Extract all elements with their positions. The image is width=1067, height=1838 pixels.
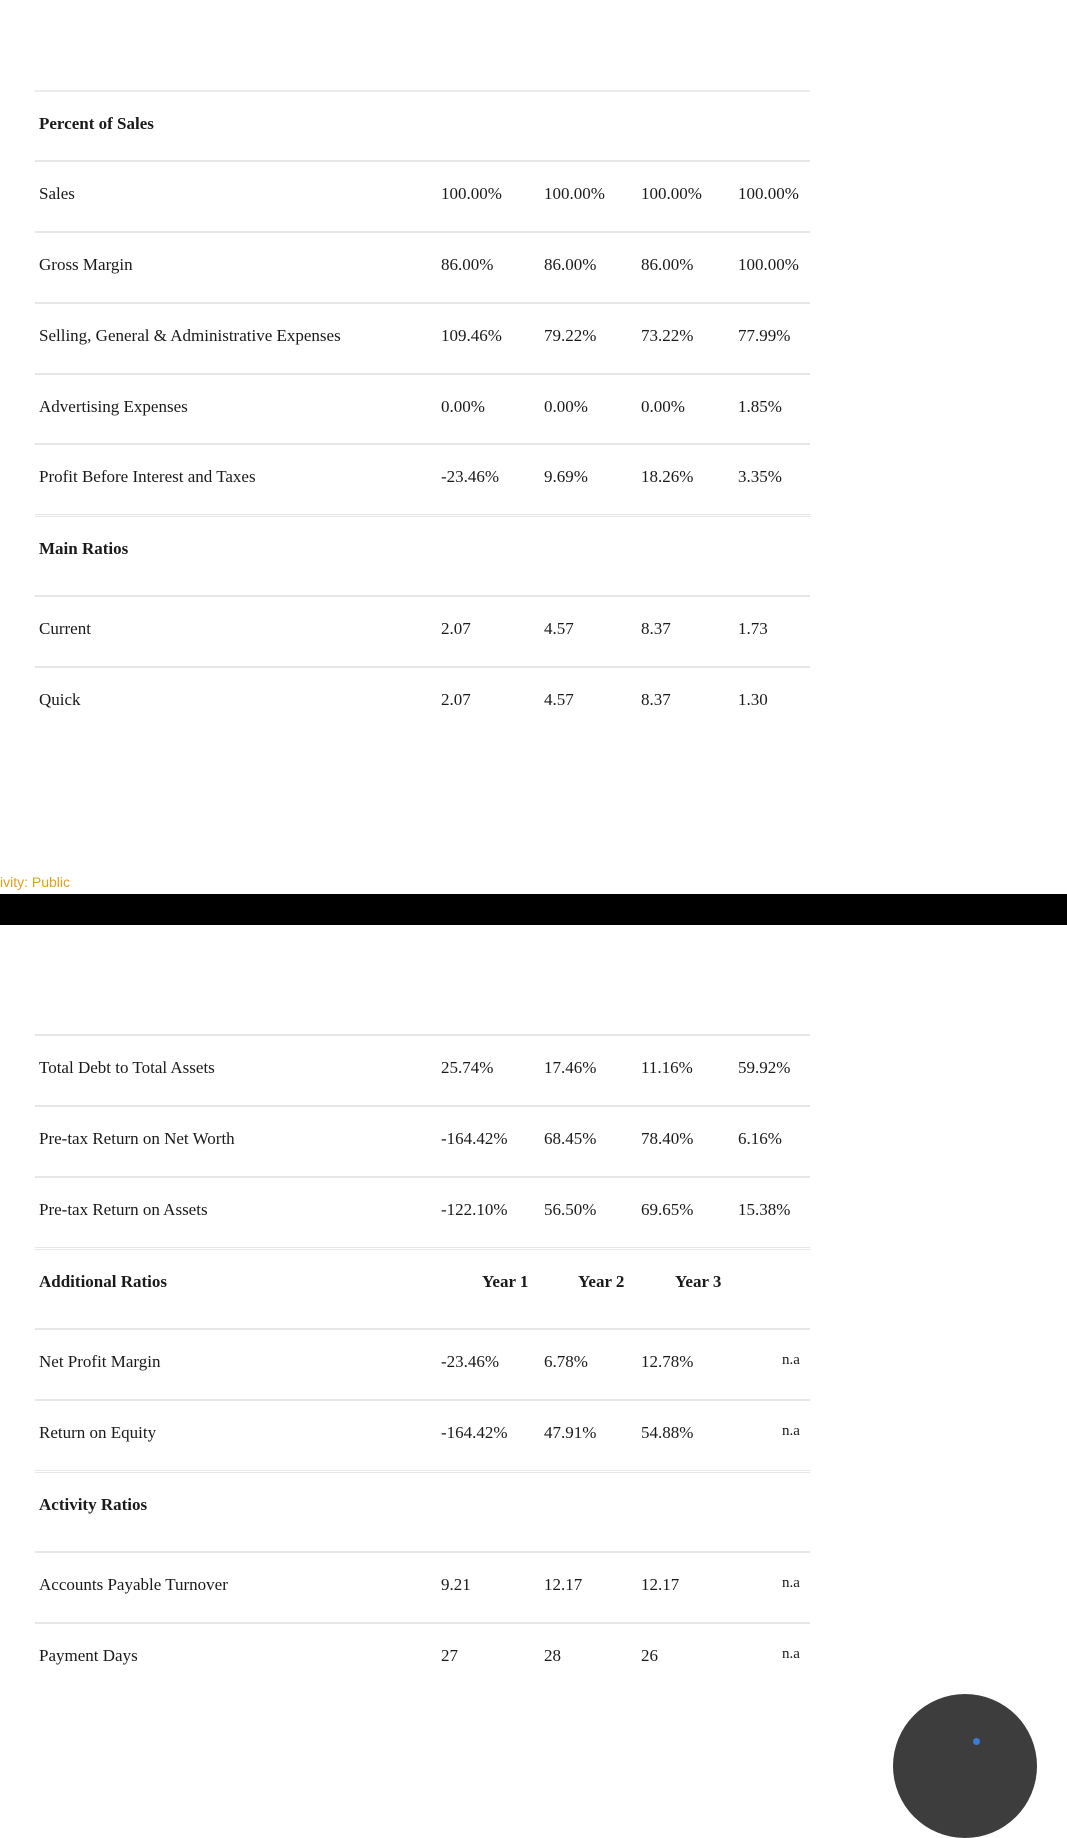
cell-value: 3.35%	[738, 467, 782, 486]
row-label: Advertising Expenses	[39, 397, 188, 416]
cell-value: 0.00%	[641, 397, 685, 416]
row-label: Selling, General & Administrative Expenses	[39, 326, 341, 345]
table-row	[35, 1034, 810, 1106]
table-row	[35, 302, 810, 374]
classification-label: ivity: Public	[0, 874, 71, 890]
cell-value: 8.37	[641, 619, 671, 638]
cell-value: 100.00%	[441, 184, 502, 203]
table-row	[35, 443, 810, 515]
cell-value: 12.17	[641, 1575, 680, 1594]
row-label: Return on Equity	[39, 1423, 157, 1442]
cell-value: 1.30	[738, 690, 768, 709]
row-label: Profit Before Interest and Taxes	[39, 467, 256, 486]
cell-value: 1.73	[738, 619, 768, 638]
row-label: Payment Days	[39, 1646, 138, 1665]
cell-value: 2.07	[441, 690, 471, 709]
row-label: Net Profit Margin	[39, 1352, 161, 1371]
row-label: Quick	[39, 690, 81, 709]
cell-value: 86.00%	[544, 255, 597, 274]
cell-value: 100.00%	[738, 255, 799, 274]
table-row	[35, 1399, 810, 1471]
cell-value: 1.85%	[738, 397, 782, 416]
cell-value: 69.65%	[641, 1200, 694, 1219]
table-row	[35, 160, 810, 232]
cell-value: 59.92%	[738, 1058, 791, 1077]
table-row	[35, 666, 810, 738]
table-row	[35, 1105, 810, 1177]
row-label: Accounts Payable Turnover	[39, 1575, 228, 1594]
cell-value: 86.00%	[641, 255, 694, 274]
section-header-additional-ratios	[35, 1247, 810, 1320]
cell-value: -23.46%	[441, 467, 500, 486]
cell-value: 25.74%	[441, 1058, 494, 1077]
cell-value: 56.50%	[544, 1200, 597, 1219]
row-label: Gross Margin	[39, 255, 133, 274]
section-header-percent-of-sales	[35, 90, 810, 162]
cell-value: 0.00%	[544, 397, 588, 416]
cell-value: 8.37	[641, 690, 671, 709]
year-header: Year 1	[482, 1272, 529, 1291]
section-header-main-ratios	[35, 514, 810, 587]
cell-value: 6.78%	[544, 1352, 588, 1371]
cell-value: n.a	[782, 1352, 800, 1368]
cell-value: 4.57	[544, 619, 574, 638]
page-separator	[0, 894, 1067, 925]
cell-value: 9.21	[441, 1575, 471, 1594]
cell-value: 11.16%	[641, 1058, 693, 1077]
table-row	[35, 231, 810, 303]
section-title: Percent of Sales	[39, 114, 154, 133]
cell-value: 12.78%	[641, 1352, 694, 1371]
document-page-top	[0, 0, 1067, 895]
cell-value: 79.22%	[544, 326, 597, 345]
cell-value: 78.40%	[641, 1129, 694, 1148]
section-header-activity-ratios	[35, 1470, 810, 1543]
cell-value: 0.00%	[441, 397, 485, 416]
row-label: Current	[39, 619, 91, 638]
cell-value: -164.42%	[441, 1423, 508, 1442]
cell-value: n.a	[782, 1646, 800, 1662]
cell-value: 100.00%	[641, 184, 702, 203]
cell-value: 15.38%	[738, 1200, 791, 1219]
section-title: Main Ratios	[39, 539, 129, 558]
table-row	[35, 1622, 810, 1694]
cell-value: 12.17	[544, 1575, 583, 1594]
cell-value: 109.46%	[441, 326, 502, 345]
section-title: Additional Ratios	[39, 1272, 167, 1291]
cell-value: n.a	[782, 1575, 800, 1591]
fab-indicator-icon	[973, 1738, 980, 1745]
cell-value: 9.69%	[544, 467, 588, 486]
row-label: Total Debt to Total Assets	[39, 1058, 215, 1077]
cell-value: 100.00%	[738, 184, 799, 203]
year-header: Year 2	[578, 1272, 625, 1291]
table-row	[35, 595, 810, 667]
table-row	[35, 373, 810, 445]
cell-value: 100.00%	[544, 184, 605, 203]
cell-value: -164.42%	[441, 1129, 508, 1148]
row-label: Pre-tax Return on Net Worth	[39, 1129, 235, 1148]
cell-value: 26	[641, 1646, 658, 1665]
cell-value: -23.46%	[441, 1352, 500, 1371]
floating-action-button[interactable]	[893, 1694, 1037, 1838]
table-row	[35, 1328, 810, 1400]
cell-value: 86.00%	[441, 255, 494, 274]
cell-value: 18.26%	[641, 467, 694, 486]
cell-value: 4.57	[544, 690, 574, 709]
row-label: Pre-tax Return on Assets	[39, 1200, 208, 1219]
section-title: Activity Ratios	[39, 1495, 148, 1514]
cell-value: 2.07	[441, 619, 471, 638]
cell-value: -122.10%	[441, 1200, 508, 1219]
table-row	[35, 1176, 810, 1248]
cell-value: 54.88%	[641, 1423, 694, 1442]
cell-value: 28	[544, 1646, 561, 1665]
cell-value: 73.22%	[641, 326, 694, 345]
cell-value: 6.16%	[738, 1129, 782, 1148]
cell-value: 47.91%	[544, 1423, 597, 1442]
cell-value: n.a	[782, 1423, 800, 1439]
year-header: Year 3	[675, 1272, 722, 1291]
table-row	[35, 1551, 810, 1623]
cell-value: 27	[441, 1646, 458, 1665]
row-label: Sales	[39, 184, 75, 203]
cell-value: 17.46%	[544, 1058, 597, 1077]
cell-value: 77.99%	[738, 326, 791, 345]
cell-value: 68.45%	[544, 1129, 597, 1148]
